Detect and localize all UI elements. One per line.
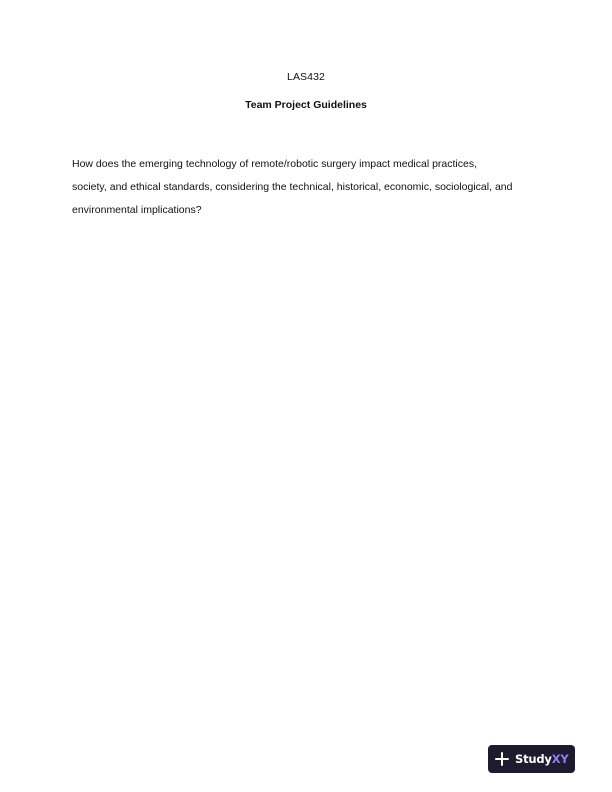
watermark-brand-prefix: Study	[515, 752, 552, 766]
watermark-brand-suffix: XY	[551, 752, 569, 766]
paragraph-line: environmental implications?	[72, 204, 202, 216]
plus-icon	[495, 752, 509, 766]
question-paragraph	[72, 153, 552, 222]
paragraph-line: society, and ethical standards, considering the technical, historical, economic, sociological, and	[72, 181, 513, 193]
document-title: Team Project Guidelines	[245, 99, 367, 111]
watermark-brand	[515, 752, 569, 766]
studyxy-watermark-logo	[488, 745, 575, 773]
course-code: LAS432	[287, 71, 325, 83]
paragraph-line: How does the emerging technology of remote/robotic surgery impact medical practices,	[72, 158, 478, 170]
